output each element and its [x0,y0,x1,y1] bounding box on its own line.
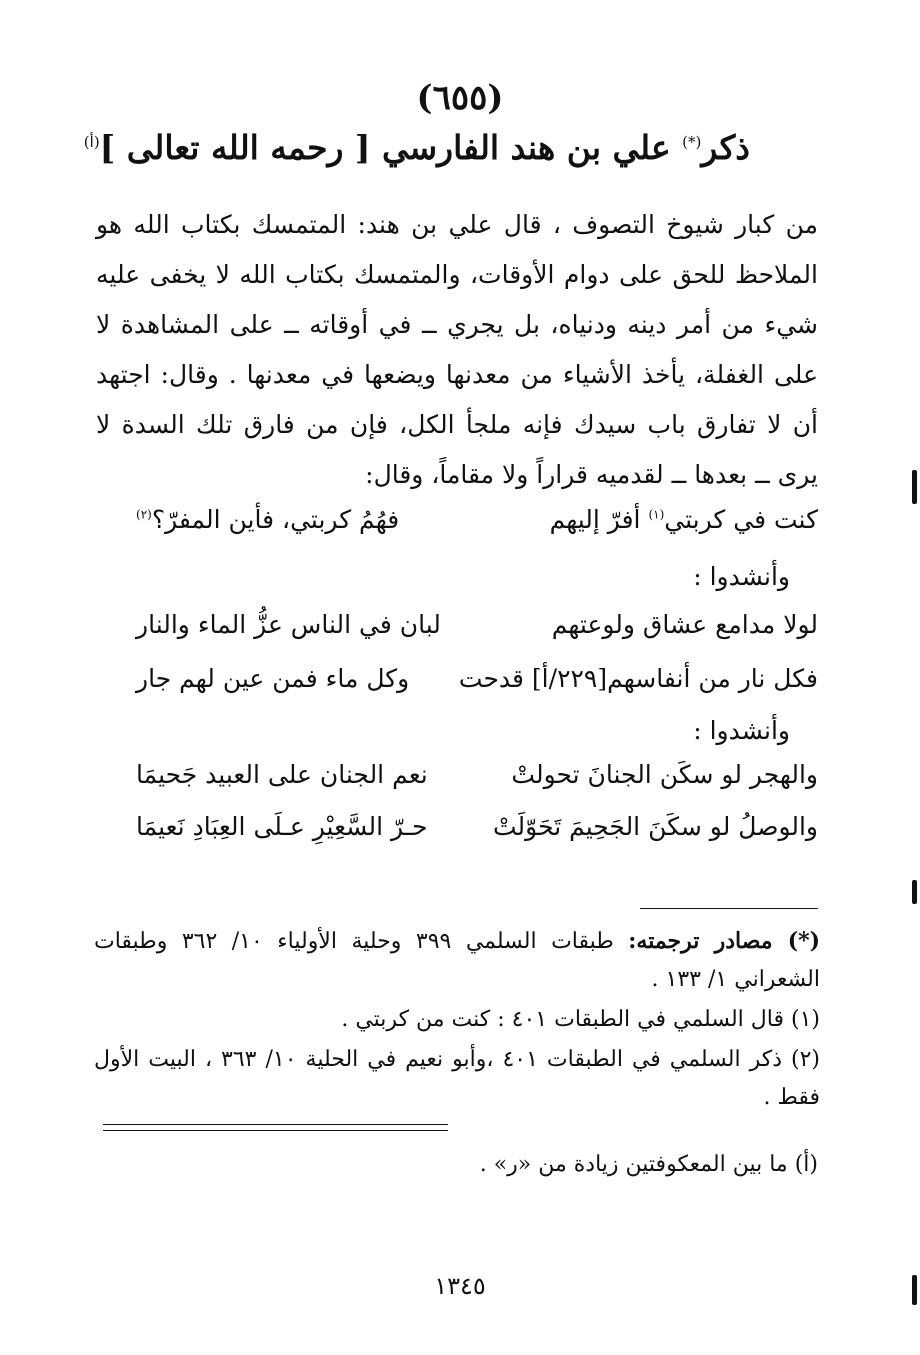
poem-second-hemistich: وكل ماء فمن عين لهم جار [136,664,410,693]
footnote-label: (*) مصادر ترجمته: [628,928,821,954]
recited-intro: وأنشدوا : [693,716,790,745]
poem-line [96,812,818,858]
poem-second-hemistich: نعم الجنان على العبيد جَحيمَا [136,760,428,789]
footnote-text: ذكر السلمي في الطبقات ٤٠١ ،وأبو نعيم في الحلية ١٠/ ٣٦٣ ، البيت الأول فقط . [94,1047,820,1110]
scan-edge-mark [912,880,917,904]
poem-second-hemistich: لبان في الناس عزُّ الماء والنار [136,610,441,639]
body-text [96,200,818,500]
verse-second-text: فهُمُ كربتي، فأين المفرّ؟ [151,505,400,534]
footnote [94,1041,820,1117]
poem-second-hemistich: حـرّ السَّعِيْرِ عـلَى العِبَادِ نَعيمَا [136,812,428,841]
verse-first-rest: أفرّ إليهم [549,505,649,534]
verse-line [96,505,818,551]
footnote-text: طبقات السلمي ٣٩٩ وحلية الأولياء ١٠/ ٣٦٢ وطبقات الشعراني ١/ ١٣٣ . [94,929,820,992]
poem-first-hemistich: فكل نار من أنفاسهم[٢٢٩/أ] قدحت [458,664,818,693]
footnote-divider [640,908,818,909]
poem-line [96,610,818,656]
title-text: علي بن هند الفارسي [ رحمه الله تعالى ] [99,128,671,167]
footnote-text: قال السلمي في الطبقات ٤٠١ : كنت من كربتي . [341,1007,791,1032]
poem-line [96,760,818,806]
poem-line [96,664,818,710]
title-prefix: ذكر [701,128,750,167]
recited-intro: وأنشدوا : [693,562,790,591]
title-marker-end: (أ) [83,133,100,151]
body-paragraph: من كبار شيوخ التصوف ، قال علي بن هند: المتمسك بكتاب الله هو الملاحظ للحق على دوام الأوقات، والمتمسك بكتاب الله لا يخفى عليه شيء من أمر دينه ودنياه، بل يجري ــ في أوقاته ــ على المشاهدة لا على الغفلة، يأخذ الأشياء من معدنها ويضعها في معدنها . وقال: اجتهد أن لا تفارق باب سيدك فإنه ملجأ الكل، فإن من فارق تلك السدة لا يرى ــ بعدها ــ لقدميه قراراً ولا مقاماً، وقال: [96,210,818,489]
verse-first-text: كنت في كربتي [664,505,818,534]
editor-note [96,1148,818,1182]
scan-edge-mark [912,1275,917,1305]
footnote [94,1001,820,1039]
footnote-label: (١) [790,1007,820,1032]
verse-second-marker: (٢) [136,507,152,522]
page-number: ١٣٤٥ [434,1272,486,1300]
editor-note-text: ما بين المعكوفتين زيادة من «ر» . [479,1152,795,1177]
footnote [94,922,820,999]
scan-edge-mark [912,470,917,504]
editor-note-label: (أ) [794,1152,818,1177]
poem-first-hemistich: لولا مدامع عشاق ولوعتهم [551,610,818,639]
verse-first-hemistich [550,505,818,534]
footnote-label: (٢) [790,1047,820,1072]
footnotes [94,922,820,1119]
title-marker: (*) [682,133,702,151]
entry-title [83,128,750,167]
entry-number: (٦٥٥) [416,78,504,118]
verse-first-marker: (١) [648,507,665,522]
verse-second-hemistich [136,505,399,534]
editor-note-rule-bottom [103,1130,448,1131]
poem-first-hemistich: والوصلُ لو سكَنَ الجَحِيمَ تَحَوّلَتْ [492,812,818,841]
poem-first-hemistich: والهجر لو سكَن الجنانَ تحولتْ [511,760,818,789]
editor-note-rule-top [103,1124,448,1125]
